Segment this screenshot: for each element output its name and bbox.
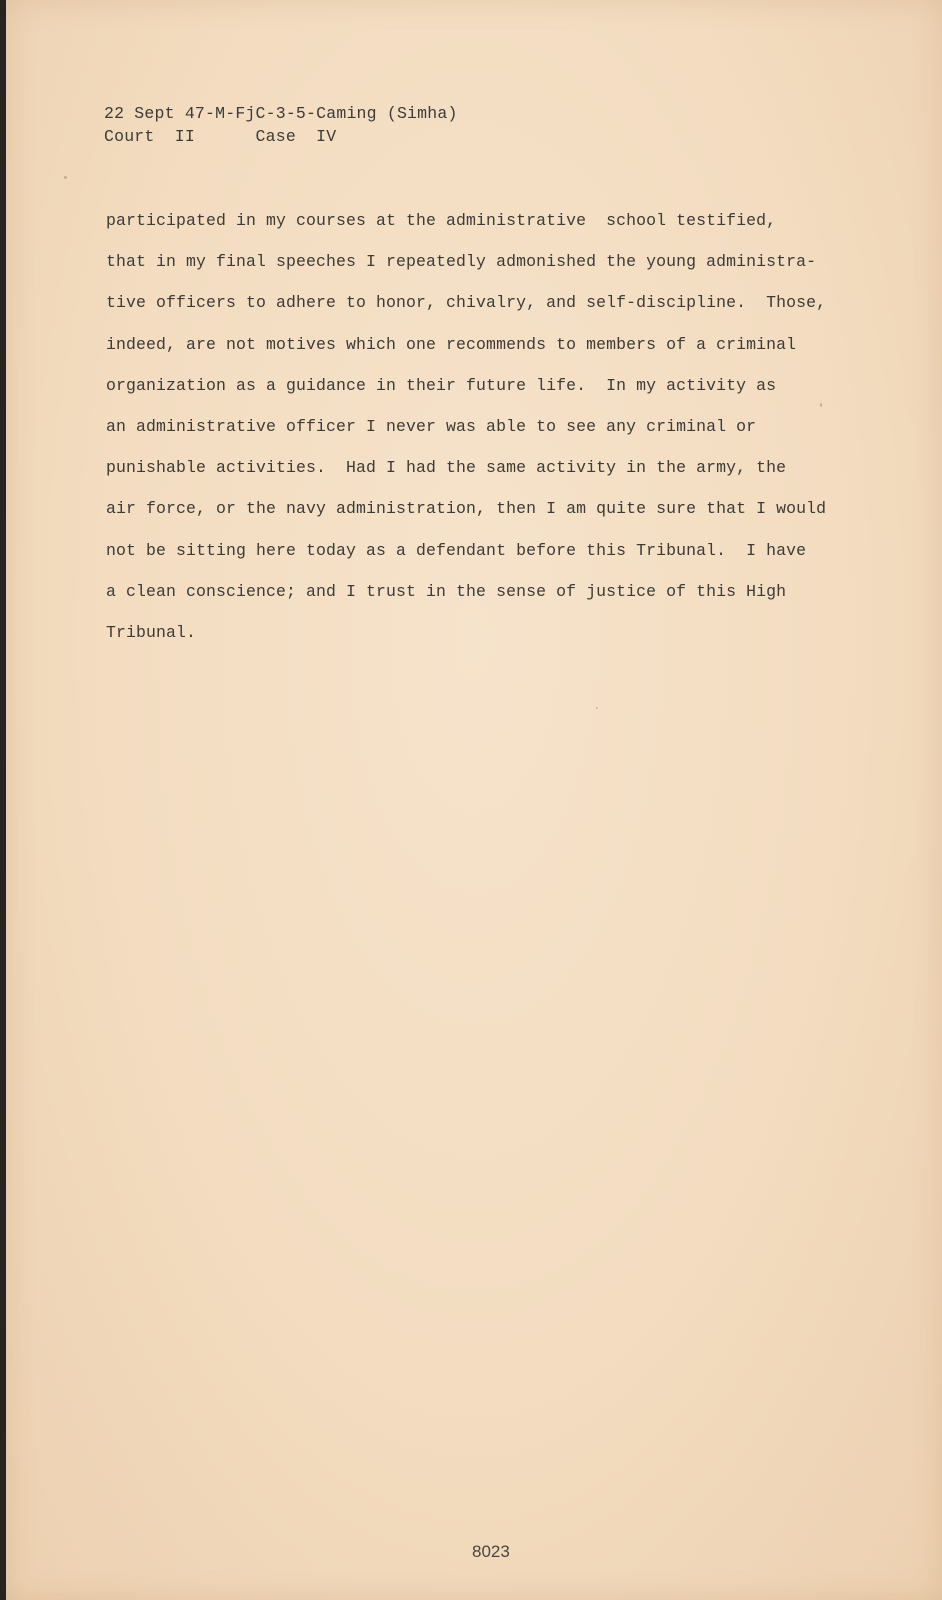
text-line: a clean conscience; and I trust in the sense of justice of this High xyxy=(106,581,787,601)
text-line: punishable activities. Had I had the same activity in the army, the xyxy=(106,458,787,478)
text-line: organization as a guidance in their future life. In my activity as xyxy=(106,375,777,395)
text-line: participated in my courses at the administrative school testified, xyxy=(106,211,777,230)
paper-speck xyxy=(820,403,822,407)
document-page xyxy=(6,0,942,1600)
text-line: Tribunal. xyxy=(106,623,197,643)
page-number: 8023 xyxy=(472,1542,510,1561)
testimony-text xyxy=(106,200,866,653)
text-line: not be sitting here today as a defendant before this Tribunal. I have xyxy=(106,540,807,560)
paper-speck xyxy=(596,707,598,709)
document-header xyxy=(104,102,458,148)
text-line: an administrative officer I never was able to see any criminal or xyxy=(106,417,757,437)
text-line: that in my final speeches I repeatedly admonished the young administra- xyxy=(106,252,817,272)
header-reference-line: 22 Sept 47-M-FjC-3-5-Caming (Simha) xyxy=(104,104,458,123)
header-court-case-line: Court II Case IV xyxy=(104,127,337,146)
text-line: tive officers to adhere to honor, chivalry, and self-discipline. Those, xyxy=(106,293,827,313)
paper-speck xyxy=(64,176,67,179)
text-line: indeed, are not motives which one recommends to members of a criminal xyxy=(106,334,797,354)
text-line: air force, or the navy administration, then I am quite sure that I would xyxy=(106,499,827,519)
